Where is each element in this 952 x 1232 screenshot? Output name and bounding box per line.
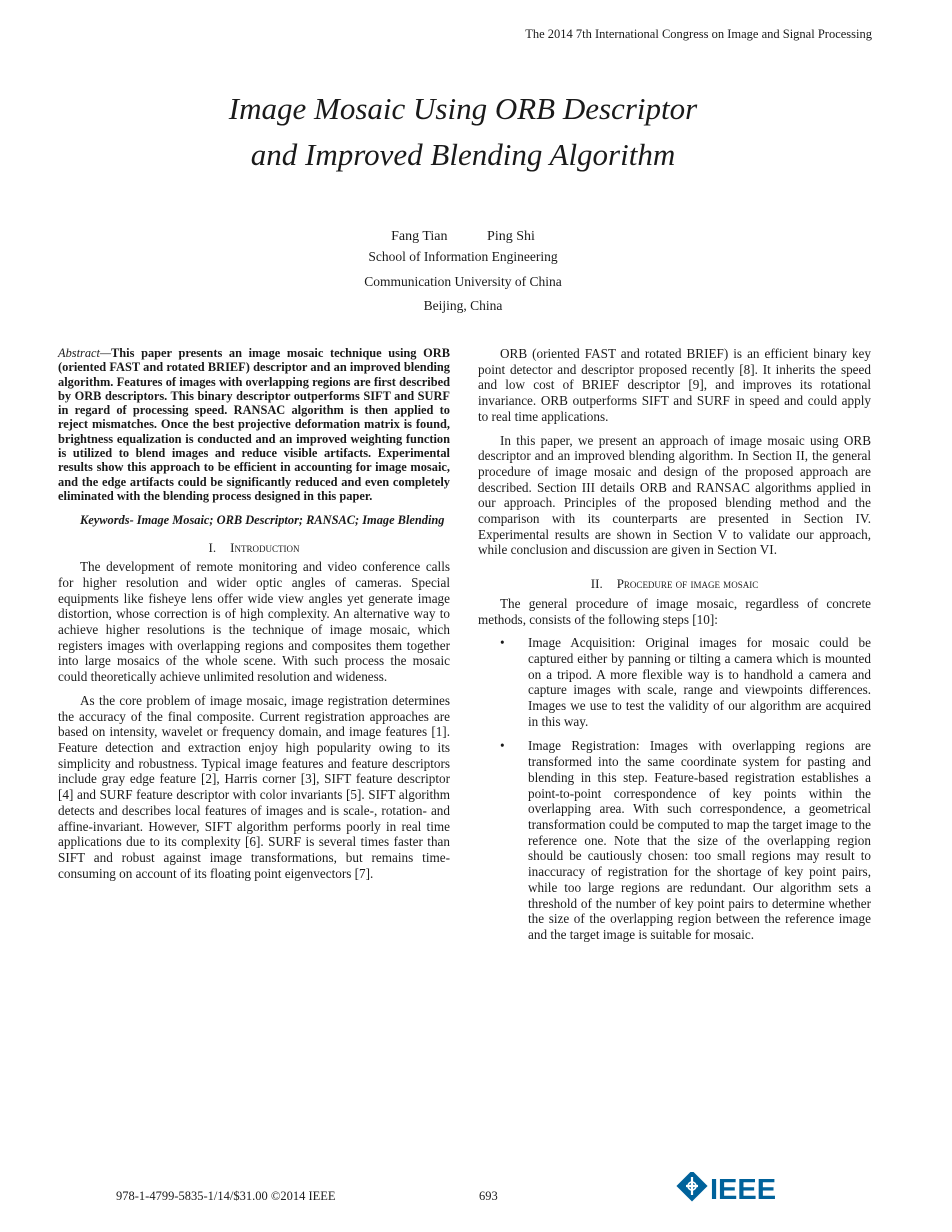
footer-isbn: 978-1-4799-5835-1/14/$31.00 ©2014 IEEE [116, 1189, 336, 1203]
title-line-2: and Improved Blending Algorithm [250, 137, 676, 172]
ieee-wordmark: IEEE [710, 1174, 777, 1206]
list-item-text: Image Acquisition: Original images for mosaic could be captured either by panning or tilting a camera which is mounted on a tripod. A more flexible way is to handhold a camera and capture images with scale, range and viewpoints differences. Images we use to test the validity of our algorithm are acquired in this way. [528, 635, 871, 729]
affiliation-school: School of Information Engineering [368, 249, 558, 264]
list-item [478, 635, 871, 729]
paragraph: In this paper, we present an approach of image mosaic using ORB descriptor and an improved blending algorithm. In Section II, the general procedure of image mosaic and design of the proposed approach are described. Section III details ORB and RANSAC algorithms applied in our approach. Principles of the proposed blending method and the comparison with its counterparts are presented in Section IV. Experimental results are shown in Section V to validate our approach, while conclusion and discussion are given in Section VI. [478, 432, 871, 558]
keywords: Keywords- Image Mosaic; ORB Descriptor; RANSAC; Image Blending [80, 513, 445, 528]
section-number: I. [208, 539, 217, 555]
conference-header: The 2014 7th International Congress on Image and Signal Processing [525, 27, 872, 41]
paragraph: ORB (oriented FAST and rotated BRIEF) is an efficient binary key point detector and descriptor proposed recently [8]. It inherits the speed and low cost of BRIEF descriptor [9], and improves its rotational invariance. ORB outperforms SIFT and SURF in speed and could apply to real time applications. [478, 346, 871, 424]
section-number: II. [590, 576, 603, 592]
right-column [478, 346, 871, 952]
step-list [478, 635, 871, 942]
list-item-text: Image Registration: Images with overlapping regions are transformed into the same coordinate system for pasting and blending in this step. Feature-based registration establishes a point-to-point correspondence of key points within the overlapping area. With such correspondence, a geometrical transformation could be computed to map the target image to the reference one. Note that the size of the overlapping region should be cautiously chosen: too small regions may result to inaccuracy of registration for the shortage of key point pairs, while too large regions are redundant. Our algorithm sets a threshold of the number of key point pairs to determine whether the size of the overlapping region between the reference image and the target image is suitable for mosaic. [528, 738, 871, 942]
left-column [58, 346, 450, 889]
section-title: Procedure of image mosaic [616, 576, 759, 592]
abstract-label: Abstract— [58, 346, 112, 360]
section-heading-introduction [58, 540, 450, 556]
section-heading-procedure [478, 576, 871, 592]
bullet-icon: • [500, 738, 505, 754]
affiliation-location: Beijing, China [423, 298, 503, 313]
title-line-1: Image Mosaic Using ORB Descriptor [228, 91, 698, 126]
paragraph: As the core problem of image mosaic, image registration determines the accuracy of the final composite. Current registration approaches are based on intensity, wavelet or frequency domain, and image features [1]. Feature detection and extraction enjoy high popularity owing to its simplicity and robustness. Typical image features and feature descriptors include gray edge feature [2], Harris corner [3], SIFT feature descriptor [4] and SURF feature descriptor with color invariants [5]. SIFT algorithm detects and describes local features of images and is scale-, rotation- and affine-invariant. However, SIFT algorithm performs poorly in real time applications due to its complexity [6]. SURF is several times faster than SIFT and robust against image transformations, but remains time-consuming on account of its floating point eigenvectors [7]. [58, 692, 450, 881]
author-2: Ping Shi [487, 229, 535, 244]
abstract-text: This paper presents an image mosaic technique using ORB (oriented FAST and rotated BRIEF) descriptor and an improved blending algorithm. Features of images with overlapping regions are first described by ORB descriptors. This binary descriptor outperforms SIFT and SURF in regard of processing speed. RANSAC algorithm is then applied to reject mismatches. Once the best projective deformation matrix is found, brightness equalization is conducted and an improved weighting function is utilized to blend images and reduce visible artifacts. Experimental results show this approach to be efficient in accounting for image mosaic, and the edge artifacts could be significantly reduced and even completely eliminated with the blending process designed in this paper. [58, 346, 450, 503]
list-item [478, 738, 871, 942]
ieee-logo-icon [676, 1172, 788, 1206]
author-1: Fang Tian [391, 229, 448, 244]
section-title: Introduction [230, 539, 300, 555]
bullet-icon: • [500, 635, 505, 651]
paper-title [0, 86, 926, 178]
paragraph: The general procedure of image mosaic, regardless of concrete methods, consists of the following steps [10]: [478, 595, 871, 627]
page-number: 693 [479, 1189, 498, 1203]
affiliation-university: Communication University of China [364, 274, 562, 289]
paragraph: The development of remote monitoring and video conference calls for higher resolution and wider optic angles of cameras. Special equipments like fisheye lens offer wide view angles yet generate image distortion, whose correction is of high complexity. An alternative way to achieve higher resolutions is the technique of image mosaic, which registers images with overlapping regions and composites them together into large mosaics of the whole scene. With such process the mosaic could theoretically achieve unlimited resolution and wideness. [58, 559, 450, 685]
author-names [0, 229, 926, 245]
ieee-diamond-icon [676, 1172, 707, 1202]
abstract [58, 346, 450, 503]
